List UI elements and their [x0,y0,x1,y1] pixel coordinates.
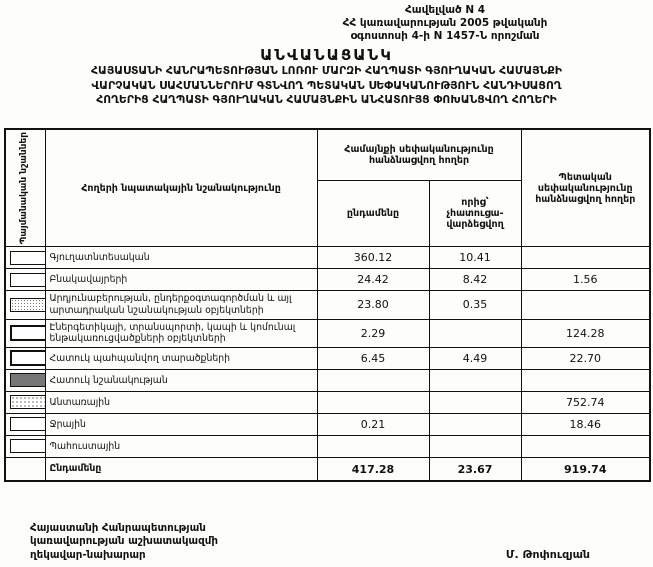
legend-swatch-stipple [10,298,45,312]
document-subtitle [0,64,653,108]
value-state [521,247,650,269]
legend-cell [5,319,45,347]
value-community-ofwhich: 0.35 [429,291,521,319]
legend-swatch-dense [10,373,45,387]
column-header-total: ընդամենը [317,180,429,247]
value-community-total [317,435,429,457]
value-community-total: 360.12 [317,247,429,269]
land-purpose-label: Հատուկ պահպանվող տարածքների [45,347,317,369]
legend-swatch-bold [10,325,45,341]
value-community-ofwhich: 10.41 [429,247,521,269]
value-state: 1.56 [521,269,650,291]
column-header-signs [5,129,45,247]
land-purpose-label: Գյուղատնտեսական [45,247,317,269]
subtitle-line: ՎԱՐՉԱԿԱՆ ՍԱՀՄԱՆՆԵՐՈՒՄ ԳՏՆՎՈՂ ՊԵՏԱԿԱՆ ՍԵՓԱԿԱՆՈՒԹՅՈՒՆ ՀԱՆԴԻՍԱՑՈՂ [91,78,562,92]
table-row [5,369,650,391]
legend-swatch-dots [10,395,45,409]
value-community-total: 2.29 [317,319,429,347]
appendix-number: Հավելված N 4 [404,4,486,16]
total-row-state: 919.74 [521,457,650,481]
legend-swatch-plain [10,251,45,265]
table-row [5,319,650,347]
value-state: 18.46 [521,413,650,435]
table-row [5,291,650,319]
value-community-ofwhich [429,413,521,435]
land-purpose-label: Հատուկ նշանակության [45,369,317,391]
column-header-purpose: Հողերի նպատակային նշանակությունը [45,129,317,247]
table-row [5,347,650,369]
signatory-line: կառավարության աշխատակազմի [30,535,218,548]
value-community-total: 0.21 [317,413,429,435]
value-community-ofwhich [429,369,521,391]
land-purpose-label: Ջրային [45,413,317,435]
table-row [5,435,650,457]
value-community-ofwhich: 8.42 [429,269,521,291]
legend-swatch-bold [10,350,45,366]
document-footer [30,522,630,562]
land-transfer-table [4,128,651,482]
value-community-ofwhich [429,319,521,347]
signatory-line: Հայաստանի Հանրապետության [30,522,206,534]
total-row-total: 417.28 [317,457,429,481]
value-community-ofwhich: 4.49 [429,347,521,369]
legend-cell [5,391,45,413]
value-state [521,291,650,319]
signatory-line: ղեկավար-նախարար [30,548,146,561]
table-row [5,391,650,413]
value-community-total [317,391,429,413]
subtitle-line: ՀԱՅԱՍՏԱՆԻ ՀԱՆՐԱՊԵՏՈՒԹՅԱՆ ԼՈՌՈՒ ՄԱՐԶԻ ՀԱՂՊԱՏԻ ԳՅՈՒՂԱԿԱՆ ՀԱՄԱՅՆՔԻ [91,64,562,77]
value-state: 22.70 [521,347,650,369]
legend-cell [5,291,45,319]
land-purpose-label: Բնակավայրերի [45,269,317,291]
value-community-total [317,369,429,391]
legend-cell [5,435,45,457]
value-state: 752.74 [521,391,650,413]
land-purpose-label: Պահուստային [45,435,317,457]
value-state: 124.28 [521,319,650,347]
subtitle-line: ՀՈՂԵՐԻՑ ՀԱՂՊԱՏԻ ԳՅՈՒՂԱԿԱՆ ՀԱՄԱՅՆՔԻՆ ԱՆՀԱՏՈՒՅՑ ՓՈԽԱՆՑՎՈՂ ՀՈՂԵՐԻ [96,93,557,107]
appendix-gov-line: ՀՀ կառավարության 2005 թվականի [342,17,548,30]
signatory-title-block [30,522,218,562]
legend-cell [5,347,45,369]
land-purpose-label: Էներգետիկայի, տրանսպորտի, կապի և կոմունալ ենթակառուցվածքների օբյեկտների [45,319,317,347]
value-community-ofwhich [429,391,521,413]
total-row-ofwhich: 23.67 [429,457,521,481]
legend-cell [5,269,45,291]
legend-cell [5,413,45,435]
table-header [5,129,650,247]
appendix-decision-line: օգոստոսի 4-ի N 1457-Ն որոշման [350,30,540,43]
table-row [5,269,650,291]
value-community-total: 24.42 [317,269,429,291]
land-purpose-label: Արդյունաբերության, ընդերքօգտագործման և այլ արտադրական նշանակության օբյեկտների [45,291,317,319]
legend-swatch-plain [10,273,45,287]
land-purpose-label: Անտառային [45,391,317,413]
legend-swatch-plain [10,417,45,431]
table-row [5,413,650,435]
total-row [5,457,650,481]
signature-name: Մ. Թոփուզյան [505,547,590,561]
column-group-community: Համայնքի սեփականությունը հանձնացվող հողեր [317,129,521,180]
column-header-state: Պետական սեփականությունը հանձնացվող հողեր [521,129,650,247]
value-state [521,435,650,457]
table-row [5,247,650,269]
column-header-signs-label: Պայմանական նշաններ [19,132,30,245]
column-header-ofwhich: որից՝ չհատուցա-վարձեցվող [429,180,521,247]
table-footer [5,457,650,481]
value-community-total: 6.45 [317,347,429,369]
legend-cell [5,247,45,269]
page-title: ԱՆՎԱՆԱՑԱՆԿ [260,46,393,64]
value-community-total: 23.80 [317,291,429,319]
legend-cell [5,369,45,391]
value-community-ofwhich [429,435,521,457]
table-body [5,247,650,457]
value-state [521,369,650,391]
total-row-label: Ընդամենը [45,457,317,481]
legend-swatch-plain [10,439,45,453]
appendix-header [280,4,610,43]
total-row-sign-cell [5,457,45,481]
